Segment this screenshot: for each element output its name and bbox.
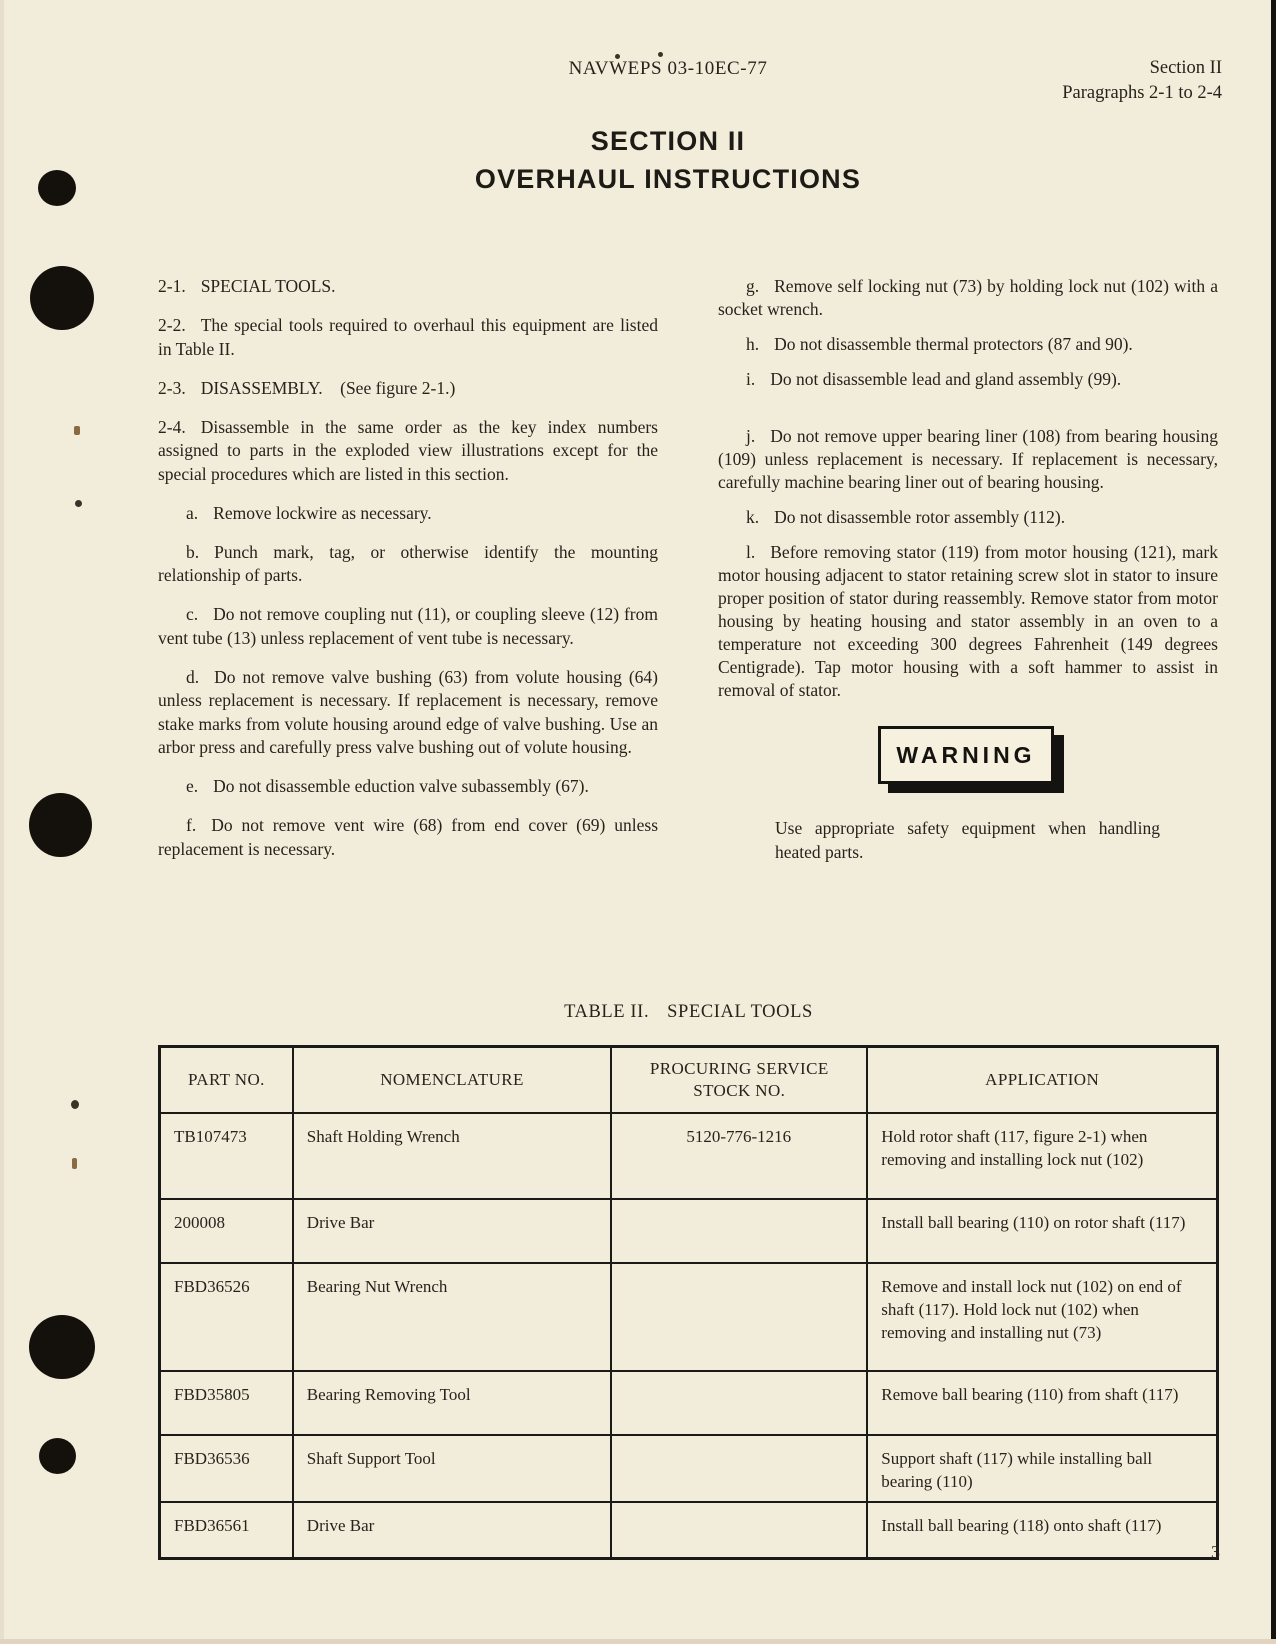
table-header-row [160, 1047, 1218, 1114]
section-title: SECTION II [590, 126, 746, 156]
paragraph-label: h. [746, 334, 760, 354]
paragraph-f [158, 814, 658, 861]
paragraph-text: Do not disassemble rotor assembly (112). [774, 507, 1066, 527]
table-title [158, 1002, 1219, 1023]
cell-nomenclature: Shaft Support Tool [293, 1435, 611, 1502]
cell-nomenclature: Shaft Holding Wrench [293, 1113, 611, 1199]
paragraph-b [158, 541, 658, 588]
paragraph-text: SPECIAL TOOLS. [200, 276, 336, 296]
paragraph-text: Do not remove vent wire (68) from end cover (69) unless replacement is necessary. [158, 815, 658, 859]
cell-part-no: FBD36526 [160, 1263, 293, 1371]
cell-application: Support shaft (117) while installing ball bearing (110) [867, 1435, 1217, 1502]
paragraph-d [158, 666, 658, 760]
column-header-nomenclature: NOMENCLATURE [293, 1047, 611, 1114]
cell-application: Remove and install lock nut (102) on end of shaft (117). Hold lock nut (102) when removing and installing nut (73) [867, 1263, 1217, 1371]
table-row [160, 1371, 1218, 1435]
paragraph-text: Remove self locking nut (73) by holding lock nut (102) with a socket wrench. [718, 276, 1218, 319]
ink-blot [29, 1315, 95, 1379]
ink-speck [71, 1100, 79, 1109]
paragraph-label: e. [186, 776, 199, 796]
cell-part-no: FBD36536 [160, 1435, 293, 1502]
paragraph-label: a. [186, 502, 199, 523]
ink-blot [38, 170, 76, 206]
column-header-part-no: PART NO. [160, 1047, 293, 1114]
cell-part-no: FBD36561 [160, 1502, 293, 1558]
paragraph-2-2 [158, 314, 658, 361]
paragraph-h [718, 333, 1218, 356]
cell-stock-no [611, 1502, 867, 1558]
paragraph-label: c. [186, 604, 199, 624]
paragraph-label: f. [186, 815, 197, 835]
paragraph-label: j. [746, 426, 756, 446]
cell-stock-no [611, 1371, 867, 1435]
paragraph-text: Punch mark, tag, or otherwise identify the mounting relationship of parts. [158, 541, 658, 585]
cell-application: Remove ball bearing (110) from shaft (117) [867, 1371, 1217, 1435]
paragraph-2-4 [158, 416, 658, 487]
paragraph-text: Remove lockwire as necessary. [213, 502, 432, 523]
scan-bottom-edge [0, 1639, 1276, 1644]
column-header-stock-no: PROCURING SERVICE STOCK NO. [611, 1047, 867, 1114]
paragraph-label: b. [186, 541, 200, 562]
table-row [160, 1199, 1218, 1263]
paragraph-label: g. [746, 276, 760, 296]
paragraph-text: Do not remove upper bearing liner (108) from bearing housing (109) unless replacement is necessary. If replacement is necessary, carefully machine bearing liner out of bearing housing. [718, 426, 1218, 492]
table-row [160, 1113, 1218, 1199]
cell-stock-no [611, 1435, 867, 1502]
paragraph-text: Before removing stator (119) from motor housing (121), mark motor housing adjacent to stator retaining screw slot in stator to insure proper position of stator during reassembly. Remove stator from motor housing by heating housing and stator assembly in an oven to a temperature not exceeding 300 degrees Fahrenheit (149 degrees Centigrade). Tap motor housing with a soft hammer to assist in removal of stator. [718, 542, 1218, 700]
ink-blot [39, 1438, 76, 1474]
special-tools-table [158, 1045, 1219, 1560]
cell-part-no: 200008 [160, 1199, 293, 1263]
doc-number: NAVWEPS 03-10EC-77 [568, 58, 768, 79]
left-column [158, 275, 658, 877]
cell-application: Install ball bearing (118) onto shaft (117) [867, 1502, 1217, 1558]
cell-stock-no [611, 1263, 867, 1371]
paragraph-e [158, 775, 658, 799]
paragraph-label: l. [746, 542, 756, 562]
paragraph-text: Disassemble in the same order as the key index numbers assigned to parts in the exploded view illustrations except for the special procedures which are listed in this section. [158, 416, 658, 484]
cell-nomenclature: Drive Bar [293, 1199, 611, 1263]
ink-blot [29, 793, 92, 857]
paragraph-c [158, 603, 658, 650]
table-title-label: TABLE II. [564, 1002, 650, 1022]
paragraph-text: Do not disassemble lead and gland assembly (99). [770, 369, 1122, 389]
paragraph-text: Do not disassemble thermal protectors (87 and 90). [774, 334, 1133, 354]
paragraph-text: Do not disassemble eduction valve subassembly (67). [213, 776, 589, 796]
header-paragraph-ref: Paragraphs 2-1 to 2-4 [1062, 83, 1222, 103]
cell-part-no: FBD35805 [160, 1371, 293, 1435]
cell-nomenclature: Bearing Removing Tool [293, 1371, 611, 1435]
paragraph-k [718, 506, 1218, 529]
paragraph-i [718, 368, 1218, 391]
paragraph-text: Do not remove coupling nut (11), or coupling sleeve (12) from vent tube (13) unless replacement of vent tube is necessary. [158, 604, 658, 648]
paragraph-g [718, 275, 1218, 321]
warning-box [878, 726, 1054, 784]
header-right [1062, 56, 1222, 106]
scan-left-edge [0, 0, 4, 1644]
ink-speck [658, 52, 663, 57]
cell-stock-no [611, 1199, 867, 1263]
cell-nomenclature: Bearing Nut Wrench [293, 1263, 611, 1371]
paragraph-a [158, 502, 658, 526]
paragraph-label: 2-3. [158, 377, 186, 398]
paragraph-label: i. [746, 369, 756, 389]
ink-squiggle [72, 1158, 77, 1169]
scan-right-edge-shadow [1271, 0, 1276, 1644]
ink-squiggle [74, 426, 80, 435]
paragraph-label: 2-2. [158, 315, 186, 335]
paragraph-2-1 [158, 275, 658, 299]
section-subtitle: OVERHAUL INSTRUCTIONS [474, 164, 862, 194]
cell-nomenclature: Drive Bar [293, 1502, 611, 1558]
warning-label: WARNING [896, 742, 1036, 768]
paragraph-text: Do not remove valve bushing (63) from volute housing (64) unless replacement is necessary. If replacement is necessary, remove stake marks from volute housing around edge of valve bushing. Use an arbor press and carefully press valve bushing out of volute housing. [158, 666, 658, 757]
paragraph-text: DISASSEMBLY. (See figure 2-1.) [200, 377, 456, 398]
paragraph-label: 2-1. [158, 276, 186, 296]
column-header-application: APPLICATION [867, 1047, 1217, 1114]
page-number: 3 [1211, 1542, 1220, 1562]
ink-speck [75, 500, 82, 507]
warning-note: Use appropriate safety equipment when handling heated parts. [775, 818, 1160, 862]
cell-part-no: TB107473 [160, 1113, 293, 1199]
paragraph-label: d. [186, 666, 200, 687]
paragraph-text: The special tools required to overhaul this equipment are listed in Table II. [158, 315, 658, 359]
right-column [718, 275, 1218, 864]
ink-blot [30, 266, 94, 330]
table-title-name: SPECIAL TOOLS [667, 1002, 813, 1022]
table-row [160, 1263, 1218, 1371]
paragraph-l [718, 541, 1218, 702]
cell-application: Hold rotor shaft (117, figure 2-1) when removing and installing lock nut (102) [867, 1113, 1217, 1199]
header-section-ref: Section II [1149, 58, 1222, 78]
paragraph-j [718, 425, 1218, 494]
paragraph-2-3 [158, 377, 658, 401]
paragraph-label: k. [746, 507, 760, 527]
cell-application: Install ball bearing (110) on rotor shaft (117) [867, 1199, 1217, 1263]
table-row [160, 1502, 1218, 1558]
table-row [160, 1435, 1218, 1502]
paragraph-label: 2-4. [158, 416, 186, 437]
cell-stock-no: 5120-776-1216 [611, 1113, 867, 1199]
